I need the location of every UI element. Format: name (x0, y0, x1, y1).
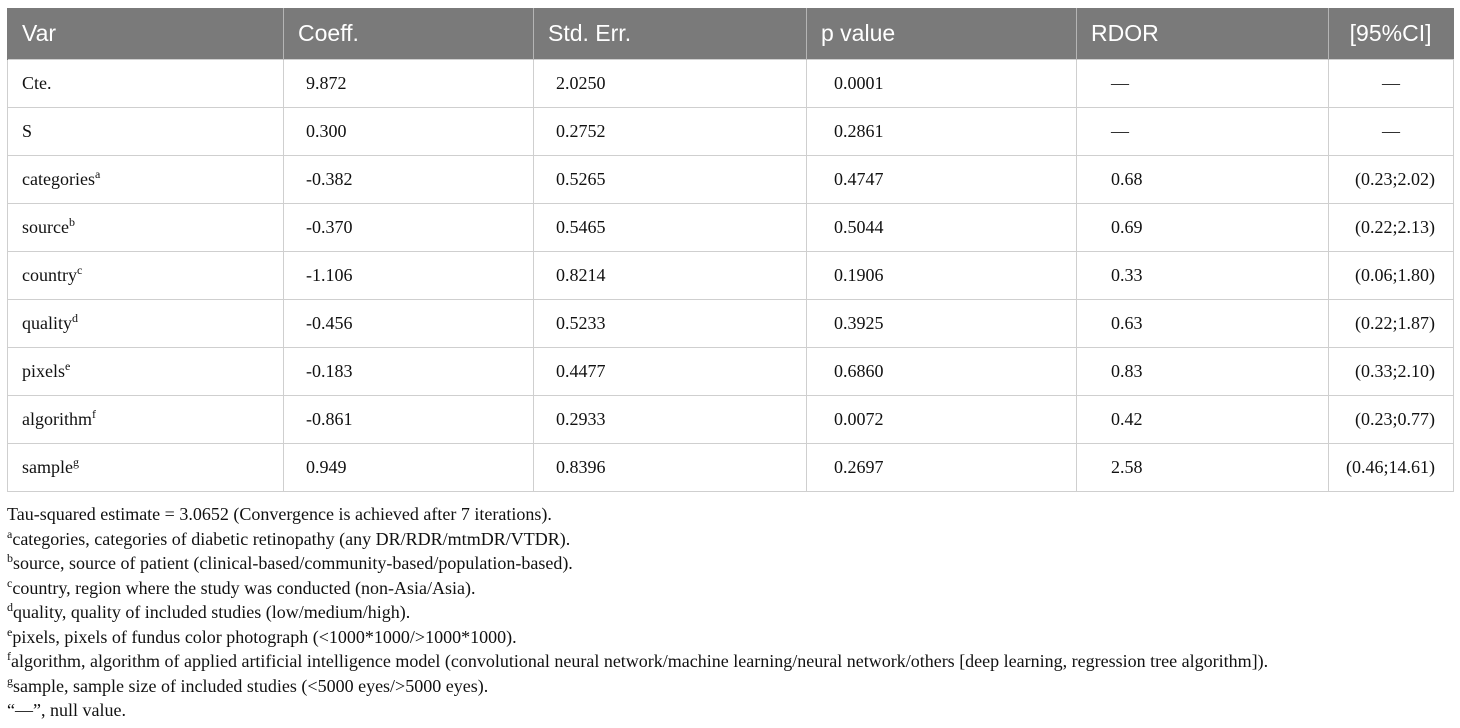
cell-std-err: 0.2933 (534, 395, 807, 443)
cell-std-err: 0.8214 (534, 251, 807, 299)
cell-p-value: 0.3925 (807, 299, 1077, 347)
cell-ci: (0.22;1.87) (1329, 299, 1454, 347)
cell-p-value: 0.1906 (807, 251, 1077, 299)
header-var: Var (8, 8, 284, 59)
footnote-mark: a (94, 166, 101, 181)
cell-coeff: 0.949 (284, 443, 534, 491)
cell-ci: (0.06;1.80) (1329, 251, 1454, 299)
cell-var: S (8, 107, 284, 155)
table-row (8, 299, 1454, 347)
cell-coeff: -0.456 (284, 299, 534, 347)
cell-p-value: 0.0001 (807, 59, 1077, 107)
header-rdor: RDOR (1077, 8, 1329, 59)
cell-rdor: — (1077, 59, 1329, 107)
footnote-d: $^d$quality, quality of included studies (low/medium/high). (7, 600, 411, 622)
footnote-f: $^f$algorithm, algorithm of applied artificial intelligence model (convolutional neural network/machine learning/neural network/others [deep learning, regression tree algorithm]). (7, 649, 1269, 671)
cell-ci: — (1329, 59, 1454, 107)
footnote-mark: g (73, 454, 79, 469)
cell-p-value: 0.4747 (807, 155, 1077, 203)
cell-rdor: 0.63 (1077, 299, 1329, 347)
footnote-mark: f (92, 406, 96, 421)
cell-rdor: 2.58 (1077, 443, 1329, 491)
table-footnotes (7, 502, 1453, 723)
cell-rdor: 0.68 (1077, 155, 1329, 203)
cell-std-err: 0.2752 (534, 107, 807, 155)
cell-std-err: 2.0250 (534, 59, 807, 107)
cell-rdor: 0.69 (1077, 203, 1329, 251)
cell-ci: (0.46;14.61) (1329, 443, 1454, 491)
cell-std-err: 0.4477 (534, 347, 807, 395)
header-std-err: Std. Err. (534, 8, 807, 59)
cell-p-value: 0.5044 (807, 203, 1077, 251)
cell-var: categories$^a$ (8, 155, 284, 203)
cell-p-value: 0.2861 (807, 107, 1077, 155)
cell-var: algorithm$^f$ (8, 395, 284, 443)
cell-coeff: 9.872 (284, 59, 534, 107)
header-coeff: Coeff. (284, 8, 534, 59)
table-row (8, 203, 1454, 251)
cell-std-err: 0.5465 (534, 203, 807, 251)
cell-ci: (0.33;2.10) (1329, 347, 1454, 395)
table-row (8, 107, 1454, 155)
cell-rdor: 0.83 (1077, 347, 1329, 395)
cell-var: Cte. (8, 59, 284, 107)
cell-coeff: -0.370 (284, 203, 534, 251)
table-row (8, 155, 1454, 203)
footnote-c: $^c$country, region where the study was conducted (non-Asia/Asia). (7, 575, 476, 598)
header-ci: [95%CI] (1329, 8, 1454, 59)
cell-coeff: -0.861 (284, 395, 534, 443)
cell-std-err: 0.8396 (534, 443, 807, 491)
table-row (8, 395, 1454, 443)
footnote-mark: d (72, 310, 78, 325)
cell-coeff: -0.183 (284, 347, 534, 395)
cell-rdor: — (1077, 107, 1329, 155)
cell-var: quality$^d$ (8, 299, 284, 347)
cell-p-value: 0.0072 (807, 395, 1077, 443)
header-p-value: p value (807, 8, 1077, 59)
cell-std-err: 0.5265 (534, 155, 807, 203)
cell-ci: — (1329, 107, 1454, 155)
cell-ci: (0.23;0.77) (1329, 395, 1454, 443)
cell-ci: (0.23;2.02) (1329, 155, 1454, 203)
cell-rdor: 0.33 (1077, 251, 1329, 299)
table-row (8, 443, 1454, 491)
table-row (8, 347, 1454, 395)
cell-coeff: 0.300 (284, 107, 534, 155)
cell-ci: (0.22;2.13) (1329, 203, 1454, 251)
regression-table (7, 8, 1454, 492)
footnote-tau: Tau-squared estimate = 3.0652 (Convergence is achieved after 7 iterations). (7, 504, 552, 524)
footnote-b: $^b$source, source of patient (clinical-based/community-based/population-based). (7, 551, 573, 573)
footnote-a: $^a$categories, categories of diabetic retinopathy (any DR/RDR/mtmDR/VTDR). (7, 526, 571, 549)
cell-coeff: -1.106 (284, 251, 534, 299)
footnote-mark: e (65, 358, 71, 373)
cell-var: source$^b$ (8, 203, 284, 251)
table-header-row (8, 8, 1454, 59)
footnote-g: $^g$sample, sample size of included studies (<5000 eyes/>5000 eyes). (7, 673, 489, 696)
table-row (8, 59, 1454, 107)
cell-p-value: 0.2697 (807, 443, 1077, 491)
footnote-mark: b (68, 214, 75, 229)
cell-std-err: 0.5233 (534, 299, 807, 347)
footnote-null: “—”, null value. (7, 700, 126, 720)
cell-var: pixels$^e$ (8, 347, 284, 395)
table-row (8, 251, 1454, 299)
cell-p-value: 0.6860 (807, 347, 1077, 395)
footnote-mark: c (76, 262, 83, 277)
cell-var: country$^c$ (8, 251, 284, 299)
cell-var: sample$^g$ (8, 443, 284, 491)
cell-rdor: 0.42 (1077, 395, 1329, 443)
footnote-e: $^e$pixels, pixels of fundus color photograph (<1000*1000/>1000*1000). (7, 624, 517, 647)
cell-coeff: -0.382 (284, 155, 534, 203)
